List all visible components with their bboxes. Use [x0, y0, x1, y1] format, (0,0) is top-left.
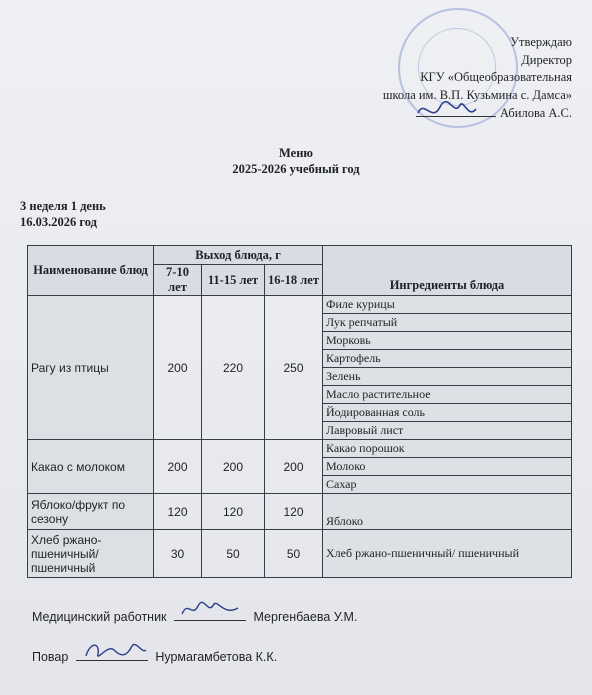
header-ingredients: Ингредиенты блюда — [323, 246, 572, 296]
ingredient: Лавровый лист — [323, 422, 572, 440]
ingredient: Сахар — [323, 476, 572, 494]
week-info — [20, 198, 106, 230]
ingredient: Яблоко — [323, 494, 572, 530]
table-row — [28, 440, 572, 458]
portion-11-15: 50 — [202, 530, 265, 578]
cook-signature-line — [76, 648, 148, 661]
cook-name: Нурмагамбетова К.К. — [155, 650, 278, 664]
portion-16-18: 50 — [265, 530, 323, 578]
ingredient: Йодированная соль — [323, 404, 572, 422]
ingredient: Картофель — [323, 350, 572, 368]
ingredient: Филе курицы — [323, 296, 572, 314]
header-age-11-15: 11-15 лет — [202, 265, 265, 296]
table-row — [28, 296, 572, 314]
title-line2: 2025-2026 учебный год — [232, 162, 360, 176]
portion-7-10: 200 — [154, 296, 202, 440]
portion-16-18: 200 — [265, 440, 323, 494]
cook-signature — [80, 638, 150, 662]
medic-name: Мергенбаева У.М. — [253, 610, 358, 624]
table-row — [28, 494, 572, 530]
approval-line2: Директор — [521, 52, 572, 67]
approval-block — [272, 34, 572, 123]
week-day: 3 неделя 1 день — [20, 199, 106, 213]
ingredient: Хлеб ржано-пшеничный/ пшеничный — [323, 530, 572, 578]
portion-7-10: 120 — [154, 494, 202, 530]
header-age-7-10: 7-10 лет — [154, 265, 202, 296]
portion-11-15: 120 — [202, 494, 265, 530]
medic-signature — [178, 598, 244, 620]
approval-line4: школа им. В.П. Кузьмина с. Дамса» — [382, 87, 572, 102]
ingredient: Зелень — [323, 368, 572, 386]
dish-name: Рагу из птицы — [28, 296, 154, 440]
ingredient: Какао порошок — [323, 440, 572, 458]
approval-line3: КГУ «Общеобразовательная — [420, 70, 572, 84]
header-dish: Наименование блюд — [28, 246, 154, 296]
title-line1: Меню — [279, 146, 313, 160]
dish-name: Хлеб ржано-пшеничный/ пшеничный — [28, 530, 154, 578]
ingredient: Морковь — [323, 332, 572, 350]
portion-7-10: 200 — [154, 440, 202, 494]
approval-signer: Абилова А.С. — [500, 106, 572, 120]
header-age-16-18: 16-18 лет — [265, 265, 323, 296]
medic-signature-line — [174, 608, 246, 621]
dish-name: Яблоко/фрукт по сезону — [28, 494, 154, 530]
menu-table — [27, 245, 572, 578]
portion-16-18: 250 — [265, 296, 323, 440]
portion-16-18: 120 — [265, 494, 323, 530]
page-title — [0, 145, 592, 177]
ingredient: Масло растительное — [323, 386, 572, 404]
medic-signature-row — [32, 608, 357, 624]
cook-signature-row — [32, 648, 277, 664]
ingredient: Молоко — [323, 458, 572, 476]
approval-line1: Утверждаю — [510, 35, 572, 49]
cook-label: Повар — [32, 650, 69, 664]
medic-label: Медицинский работник — [32, 610, 167, 624]
portion-7-10: 30 — [154, 530, 202, 578]
portion-11-15: 200 — [202, 440, 265, 494]
week-date: 16.03.2026 год — [20, 215, 97, 229]
signature-line — [416, 104, 496, 117]
header-output: Выход блюда, г — [154, 246, 323, 265]
ingredient: Лук репчатый — [323, 314, 572, 332]
table-row — [28, 530, 572, 578]
dish-name: Какао с молоком — [28, 440, 154, 494]
portion-11-15: 220 — [202, 296, 265, 440]
approval-signer-line — [272, 104, 572, 123]
